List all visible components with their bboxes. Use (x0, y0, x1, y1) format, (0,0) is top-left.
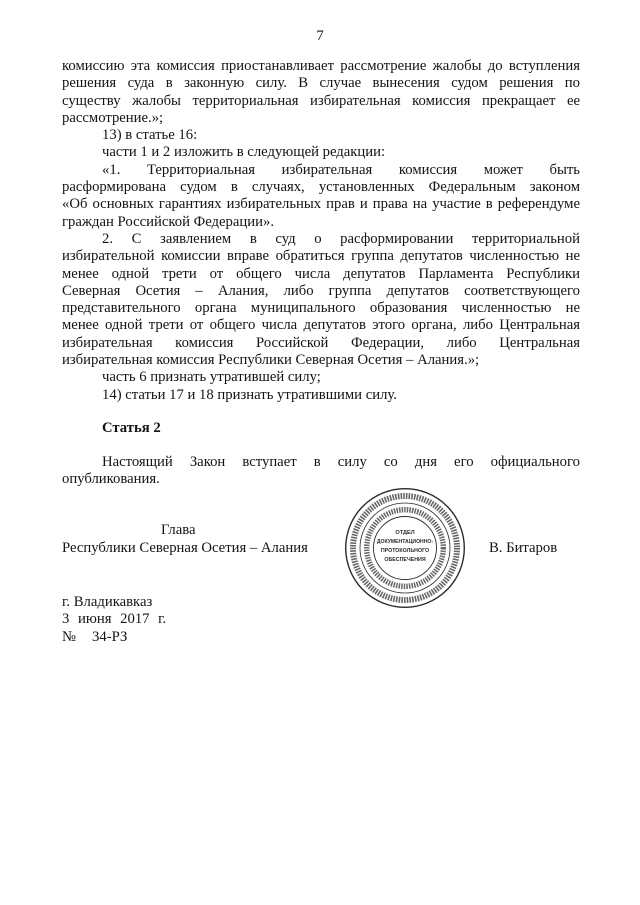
paragraph (62, 162, 580, 231)
place-date-number (62, 594, 166, 646)
text-line: существу жалобы территориальная избирательная комиссия прекращает ее (62, 92, 580, 109)
seal-center-text: ДОКУМЕНТАЦИОННО- (376, 539, 434, 545)
text-line: 13) в статье 16: (102, 127, 198, 144)
seal-center-text: ПРОТОКОЛЬНОГО (380, 548, 430, 554)
text-line: избирательная комиссия Республики Северная Осетия – Алания.»; (62, 352, 480, 369)
page-number: 7 (316, 28, 324, 44)
text-line: часть 6 признать утратившей силу; (102, 369, 321, 386)
article-2-body (62, 454, 580, 489)
text-line: 14) статьи 17 и 18 признать утратившими силу. (102, 386, 397, 403)
text-line: «Об основных гарантиях избирательных прав и права на участие в референдуме (62, 196, 580, 213)
text-line: рассмотрение.»; (62, 109, 164, 126)
signatory-name: В. Битаров (489, 540, 558, 556)
seal-center-text: ОТДЕЛ (395, 530, 415, 536)
law-number (62, 629, 166, 646)
official-seal (344, 487, 466, 609)
text-line: «1. Территориальная избирательная комиссия может быть (102, 161, 580, 178)
city: г. Владикавказ (62, 594, 153, 610)
text-line: Настоящий Закон вступает в силу со дня его официального (102, 454, 580, 470)
text-line: расформирована судом в случаях, установленных Федеральным законом (62, 179, 580, 196)
paragraph (62, 369, 580, 386)
paragraph (62, 58, 580, 127)
paragraph (62, 387, 580, 404)
number-value: 34-РЗ (92, 628, 128, 645)
date: 3 июня 2017 г. (62, 611, 167, 628)
signatory-title-line-2: Республики Северная Осетия – Алания (62, 540, 308, 556)
text-line: Северная Осетия – Алания, либо группа депутатов соответствующего (62, 282, 580, 299)
text-line: менее одной трети от общего числа депутатов Парламента Республики (62, 265, 580, 282)
article-2-heading: Статья 2 (102, 420, 161, 436)
text-line: части 1 и 2 изложить в следующей редакции: (102, 144, 386, 161)
paragraph (62, 231, 580, 369)
text-line: представительного органа муниципального образования численностью не (62, 300, 580, 317)
paragraph (62, 127, 580, 144)
text-line: избирательная комиссия Российской Федерации, либо Центральная (62, 334, 580, 351)
text-line: избирательной комиссии вправе обратиться группа депутатов численностью не (62, 248, 580, 265)
paragraph (62, 144, 580, 161)
number-sign: № (62, 628, 77, 645)
article-1-continuation (62, 58, 580, 404)
signatory-title-line-1: Глава (161, 522, 196, 538)
text-line: опубликования. (62, 471, 160, 488)
text-line: менее одной трети от общего числа депутатов этого органа, либо Центральная (62, 317, 580, 334)
seal-center-text: ОБЕСПЕЧЕНИЯ (384, 557, 426, 563)
text-line: граждан Российской Федерации». (62, 213, 274, 230)
text-line: комиссию эта комиссия приостанавливает рассмотрение жалобы до вступления (62, 58, 580, 74)
text-line: 2. С заявлением в суд о расформировании территориальной (102, 230, 580, 247)
text-line: решения суда в законную силу. В случае вынесения судом решения по (62, 75, 580, 92)
